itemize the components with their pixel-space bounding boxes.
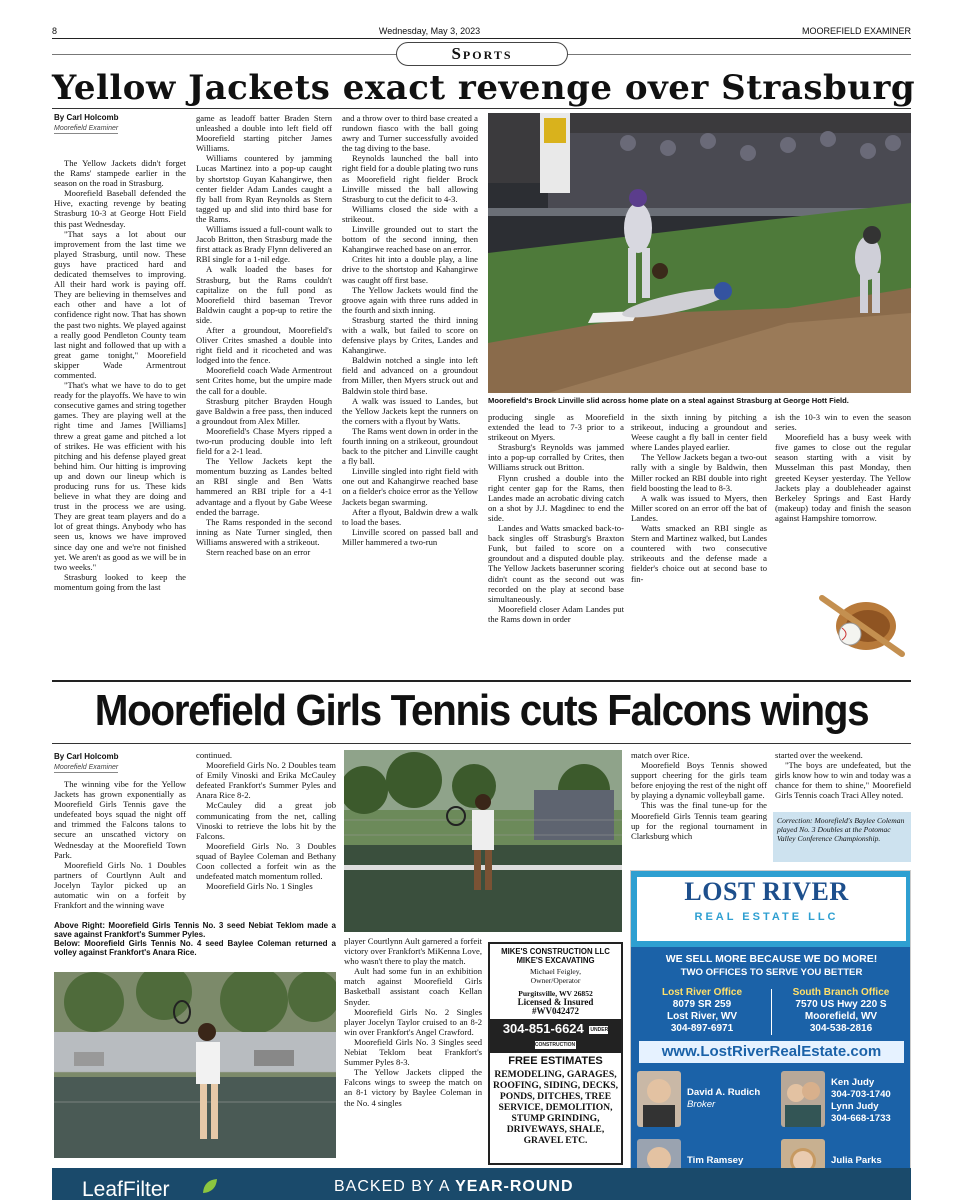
paragraph: Strasburg looked to keep the momentum going from the last [54, 571, 186, 592]
paragraph: The Yellow Jackets began a two-out rally with a single by Baldwin, then Miller rocked an RBI double into right field boosting the lead to 8-3. [631, 452, 767, 493]
agent-portrait [637, 1071, 681, 1127]
office-addr: 8079 SR 259 [672, 999, 732, 1010]
paragraph: After a groundout, Moorefield's Oliver Crites smashed a double into right field and it ricocheted and was lodged into the fence. [196, 324, 332, 366]
ad-title: MIKE'S CONSTRUCTION LLC [501, 947, 610, 956]
article2-headline: Moorefield Girls Tennis cuts Falcons wings [94, 686, 869, 735]
paragraph: Moorefield Baseball defended the Hive, exacting revenge by beating Strasburg 10-3 at George Hott Field this past Wednesday. [54, 188, 186, 229]
paragraph: Ault had some fun in an exhibition match against Moorefield Girls Basketball assistant coach Kellan Snyder. [344, 966, 482, 1007]
article1-col5 [631, 412, 767, 676]
office-phone: 304-897-6971 [670, 1023, 734, 1034]
leaf-icon [200, 1176, 220, 1196]
paragraph: McCauley did a great job communicating from the net, calling Vinoski to retrieve the lobs hit by the Falcons. [196, 800, 336, 841]
office-lost-river [637, 987, 767, 1035]
ad-services: REMODELING, GARAGES, ROOFING, SIDING, DECKS, PONDS, DITCHES, TREE SERVICE, DEMOLITION, STUMP GRINDING, DRIVEWAYS, SHALE, GRAVEL ETC. [492, 1069, 618, 1146]
paragraph: Linville scored on passed ball and Miller hammered a two-run [342, 526, 478, 547]
article1-col1 [54, 113, 186, 673]
office-title: South Branch Office [792, 987, 890, 998]
paragraph: ish the 10-3 win to even the season series. [775, 412, 911, 433]
tennis-captions [54, 921, 336, 969]
tennis-photo-teklom [344, 750, 622, 932]
headline-rule [52, 108, 911, 109]
paragraph: Moorefield Girls No. 1 Singles [206, 881, 313, 892]
paragraph: Crites hit into a double play, a line drive to the shortstop and Kahangirwe was caught off first base. [342, 254, 478, 285]
paragraph: This was the final tune-up for the Moorefield Girls Tennis team gearing up for the regional tournament in Clarksburg which [631, 800, 767, 841]
agent-name: Ken Judy [831, 1077, 875, 1088]
paragraph: Reynolds launched the ball into right field for a double plating two runs as Moorefield right fielder Brock Linville missed the ball allowing Strasburg to cut the deficit to 4-3. [342, 153, 478, 204]
article1-headline: Yellow Jackets exact revenge over Strasburg [52, 68, 916, 108]
paragraph: Moorefield's Chase Myers ripped a two-run producing double into left field for a 2-1 lead. [196, 425, 332, 457]
leaffilter-brand: LeafFilter [82, 1178, 170, 1200]
paragraph: Moorefield Girls No. 3 Doubles squad of Baylee Coleman and Bethany Coon collected a forfeit win as the undefeated match momentum rolled. [196, 840, 336, 882]
ad-owner-title: Owner/Operator [530, 976, 581, 985]
paragraph: Moorefield Girls No. 1 Doubles partners of Courtlynn Ault and Jocelyn Taylor picked up an automatic win on a forfeit by Frankfort and the winning wave [54, 859, 186, 911]
mikes-construction-ad [488, 942, 623, 1165]
leaffilter-tagline-b: YEAR-ROUND [455, 1178, 574, 1195]
agent-portrait [781, 1071, 825, 1127]
paragraph: Strasburg started the third inning with a walk, but failed to score on defensive plays by Crites, Landes and Kahangirwe. [342, 314, 478, 356]
under-construction-badge: UNDER CONSTRUCTION [534, 1026, 609, 1048]
section-label: Sports [396, 42, 568, 66]
article1-col6 [775, 412, 911, 577]
paragraph: Williams closed the side with a strikeout. [342, 203, 478, 224]
agent-phone: 304-668-1733 [831, 1113, 891, 1124]
paragraph: The Yellow Jackets didn't forget the Rams' stampede earlier in the season on the road in Strasburg. [54, 158, 186, 189]
ad-body [631, 947, 911, 1200]
ad-phone-number: 304-851-6624 [502, 1021, 584, 1036]
paragraph: The winning vibe for the Yellow Jackets has grown exponentially as Moorefield Girls Tennis gave the undefeated boys squad the night off and trimmed the Falcons talons to secure an unscathed victory on Wednesday at the Moorefield Town Park. [54, 779, 186, 860]
article1-col4 [488, 412, 624, 676]
ad-brand-sub: REAL ESTATE LLC [694, 911, 839, 923]
paragraph: Williams countered by jamming Lucas Martinez into a pop-up caught by shortstop Guyan Kahangirwe, then center fielder Adam Landes caught a fly ball from Ryan Reynolds as Stern tagged up and slid into third base for the Rams. [196, 153, 332, 224]
paragraph: Williams issued a full-count walk to Jacob Britton, then Strasburg made the first attack as Brady Flynn delivered an RBI single for a 1-nil edge. [196, 224, 332, 265]
office-title: Lost River Office [661, 987, 743, 998]
paragraph: started over the weekend. [775, 750, 863, 760]
caption-above: Above Right: Moorefield Girls Tennis No. 3 seed Nebiat Teklom made a save against Frankfort's Summer Pyles. [54, 921, 336, 939]
paragraph: match over Rice. [631, 750, 690, 760]
agent-name: Tim Ramsey [687, 1155, 744, 1166]
article2-col4 [631, 750, 767, 862]
article2-byline-sub: Moorefield Examiner [54, 764, 119, 771]
paragraph: "The boys are undefeated, but the girls know how to win and today was a chance for them to shine," Moorefield Girls Tennis coach Traci Alley noted. [775, 760, 911, 801]
article2-col3 [344, 936, 482, 1162]
ad-city: Purgitsville, WV 26852 [518, 989, 593, 998]
paragraph: Linville grounded out to start the bottom of the second inning, then Kahangirwe reached base on an error. [342, 224, 478, 255]
agent-judy [831, 1077, 891, 1125]
leaffilter-tagline [334, 1178, 574, 1196]
ad-tagline2: TWO OFFICES TO SERVE YOU BETTER [680, 967, 863, 978]
agent-name: Julia Parks [831, 1155, 882, 1166]
paragraph: Baldwin notched a single into left field and advanced on a groundout from Miller, then Myers struck out and Baldwin stole third base. [342, 355, 478, 396]
baseball-photo [488, 113, 911, 393]
correction-box: Correction: Moorefield's Baylee Coleman played No. 3 Doubles at the Potomac Valley Conference Championship. [773, 812, 911, 862]
agent-phone: 304-703-1740 [831, 1089, 891, 1100]
paragraph: Strasburg pitcher Brayden Hough gave Baldwin a free pass, then induced a groundout from Alex Miller. [196, 395, 332, 426]
office-city: Moorefield, WV [804, 1011, 878, 1022]
leaffilter-ad [52, 1168, 911, 1200]
paragraph: Flynn crushed a double into the right center gap for the Rams, then Landes made an acrobatic diving catch on a shot by J.J. Magdinec to end the side. [488, 472, 624, 523]
office-south-branch [776, 987, 906, 1035]
ad-owner: Michael Feigley, [530, 967, 581, 976]
ad-free-estimates: FREE ESTIMATES [508, 1055, 603, 1067]
paragraph: in the sixth inning by pitching a strikeout, inducing a groundout and Weese caught a fly ball in center field where Landes played earlier. [631, 412, 767, 453]
paragraph: Moorefield has a busy week with five games to close out the regular season starting with a visit by Musselman this past Monday, then greeted Keyser yesterday. The Yellow Jackets play a doubleheader against Berkeley Springs and East Hardy (makeup) today and finish the season against Hampshire tomorrow. [775, 432, 911, 523]
paragraph: The Yellow Jackets clipped the Falcons wings to sweep the match on an 8-1 victory by Baylee Coleman in the No. 4 singles [344, 1067, 482, 1108]
ad-license-no: #WV042472 [532, 1006, 579, 1016]
paragraph: Moorefield Boys Tennis showed support cheering for the girls team before enjoying the rest of the night off by playing a dynamic volleyball game. [631, 760, 767, 801]
ad-brand: LOST RIVER [684, 877, 849, 906]
paragraph: The Yellow Jackets kept the momentum buzzing as Landes belted an RBI single and Ben Watts hammered an RBI triple for a 4-1 advantage and a flyout by Gabe Weese ended the barrage. [196, 456, 332, 517]
headline-rule [52, 743, 911, 744]
tennis-photo-coleman [54, 972, 336, 1158]
paragraph: Moorefield Girls No. 3 Singles seed Nebiat Teklom beat Frankfort's Summer Pyles 8-3. [344, 1036, 482, 1068]
paragraph: Moorefield Girls No. 2 Singles player Jocelyn Taylor cruised to an 8-2 win over Frankfort's Angel Crawford. [344, 1006, 482, 1037]
article1-col2 [196, 113, 332, 676]
page-header [52, 24, 911, 38]
page-number: 8 [52, 26, 58, 36]
article1-byline-sub: Moorefield Examiner [54, 125, 119, 132]
tennis-photo-image [344, 750, 622, 932]
tennis-photo-image [54, 972, 336, 1158]
paragraph: "That says a lot about our improvement from the last time we played Strasburg, until now. These guys have practiced hard and dedicated themselves to improving. All their hard work is paying off. They are believing in themselves and each other and have a lot of confidence right now. That has shown the past two nights. We played against a really good Pendleton County team last night and followed that up with a great game tonight," Moorefield skipper Wade Armentrout commented. [54, 228, 186, 380]
agent-name: Lynn Judy [831, 1101, 879, 1112]
paragraph: "That's what we have to do to get ready for the playoffs. We have to win consecutive games and string together games. They are playing well at the right time and James [Williams] threw a great game and pitched a lot of strikes. He was efficient with his pitching and his defense played great behind him. Our hitting is improving up and down our lineup which is producing runs for us. These kids believe in what they are doing and trust in the process we are using. They are great team players and do a lot of great things. Anybody who has seen us, knows we have improved since day one and we're not finished yet. We aren't as good as we will be in two weeks." [54, 380, 186, 572]
paragraph: A walk was issued to Myers, then Miller scored on an error off the bat of Landes. [631, 492, 767, 523]
agent-title: Broker [687, 1099, 716, 1110]
paragraph: game as leadoff batter Braden Stern unleashed a double into left field off Moorefield starting pitcher James Williams. [196, 113, 332, 154]
header-rule [52, 38, 911, 39]
office-addr: 7570 US Hwy 220 S [795, 999, 887, 1010]
article2-col5 [775, 750, 911, 810]
leaffilter-tagline-a: BACKED BY A [334, 1178, 456, 1195]
paragraph: player Courtlynn Ault garnered a forfeit victory over Frankfort's MiKenna Love, who wasn't there to play the match. [344, 936, 482, 967]
paragraph: The Yellow Jackets would find the groove again with three runs added in the fourth and sixth inning. [342, 284, 478, 315]
paragraph: Moorefield coach Wade Armentrout sent Crites home, but the umpire made the call for a double. [196, 365, 332, 396]
ad-title: MIKE'S EXCAVATING [516, 956, 595, 965]
paragraph: continued. [196, 750, 233, 760]
agent-name: David A. Rudich [687, 1087, 761, 1098]
baseball-photo-image [488, 113, 911, 393]
paragraph: Landes and Watts smacked back-to-back singles off Strasburg's Braxton Funk, but failed to score on a groundout and a disputed double play. The Yellow Jackets baserunner scoring didn't count as the second out was recorded on the play at second base simultaneously. [488, 523, 624, 604]
section-divider [52, 680, 911, 682]
paragraph: The Rams went down in order in the fourth inning on a strikeout, groundout back to the pitcher and Linville caught a fly ball. [342, 425, 478, 467]
paragraph: and a throw over to third base created a rundown fiasco with the ball going awry and Turner successfully avoided the tag diving to the base. [342, 113, 478, 154]
ad-tagline: WE SELL MORE BECAUSE WE DO MORE! [665, 953, 878, 965]
office-city: Lost River, WV [666, 1011, 737, 1022]
article2-byline: By Carl Holcomb [54, 752, 119, 761]
issue-date: Wednesday, May 3, 2023 [378, 26, 481, 36]
paper-name: MOOREFIELD EXAMINER [801, 26, 911, 36]
paragraph: A walk was issued to Landes, but the Yellow Jackets kept the runners on the corners with a flyout by Watts. [342, 395, 478, 426]
ad-licensed: Licensed & Insured [517, 997, 594, 1007]
paragraph: Linville singled into right field with one out and Kahangirwe reached base on a fielder's choice error as the Yellow Jackets began swarming. [342, 466, 478, 507]
paragraph: The Rams responded in the second inning as Nate Turner singled, then Williams answered with a strikeout. [196, 516, 332, 547]
baseball-photo-caption: Moorefield's Brock Linville slid across home plate on a steal against Strasburg at George Hott Field. [488, 396, 849, 405]
paragraph: producing single as Moorefield extended the lead to 7-3 prior to a strikeout on Myers. [488, 412, 624, 443]
office-phone: 304-538-2816 [809, 1023, 873, 1034]
article1-col3 [342, 113, 478, 676]
paragraph: Moorefield closer Adam Landes put the Rams down in order [488, 603, 624, 624]
lost-river-ad [630, 870, 911, 1200]
glove-ball-icon [818, 588, 906, 660]
article1-byline: By Carl Holcomb [54, 113, 119, 122]
office-divider [771, 989, 772, 1035]
paragraph: Stern reached base on an error [206, 547, 311, 558]
paragraph: Moorefield Girls No. 2 Doubles team of Emily Vinoski and Erika McCauley defeated Frankfort's Summer Pyles and Anara Rice 8-2. [196, 760, 336, 801]
agent-david [687, 1087, 760, 1111]
caption-below: Below: Moorefield Girls Tennis No. 4 seed Baylee Coleman returned a volley against Frankfort's Anara Rice. [54, 939, 336, 957]
ad-phone [490, 1019, 621, 1053]
ad-website: www.LostRiverRealEstate.com [639, 1041, 904, 1063]
paragraph: Strasburg's Reynolds was jammed into a pop-up corralled by Crites, then Williams struck out Britton. [488, 442, 624, 473]
paragraph: A walk loaded the bases for Strasburg, but the Rams couldn't capitalize on the full pond as Moorefield third baseman Trevor Baldwin caught a pop-up to retire the side. [196, 264, 332, 325]
paragraph: After a flyout, Baldwin drew a walk to load the bases. [342, 506, 478, 527]
paragraph: Watts smacked an RBI single as Stern and Martinez walked, but Landes countered with two consecutive strikeouts and the defense made a fielder's choice out at second base to fin- [631, 523, 767, 584]
